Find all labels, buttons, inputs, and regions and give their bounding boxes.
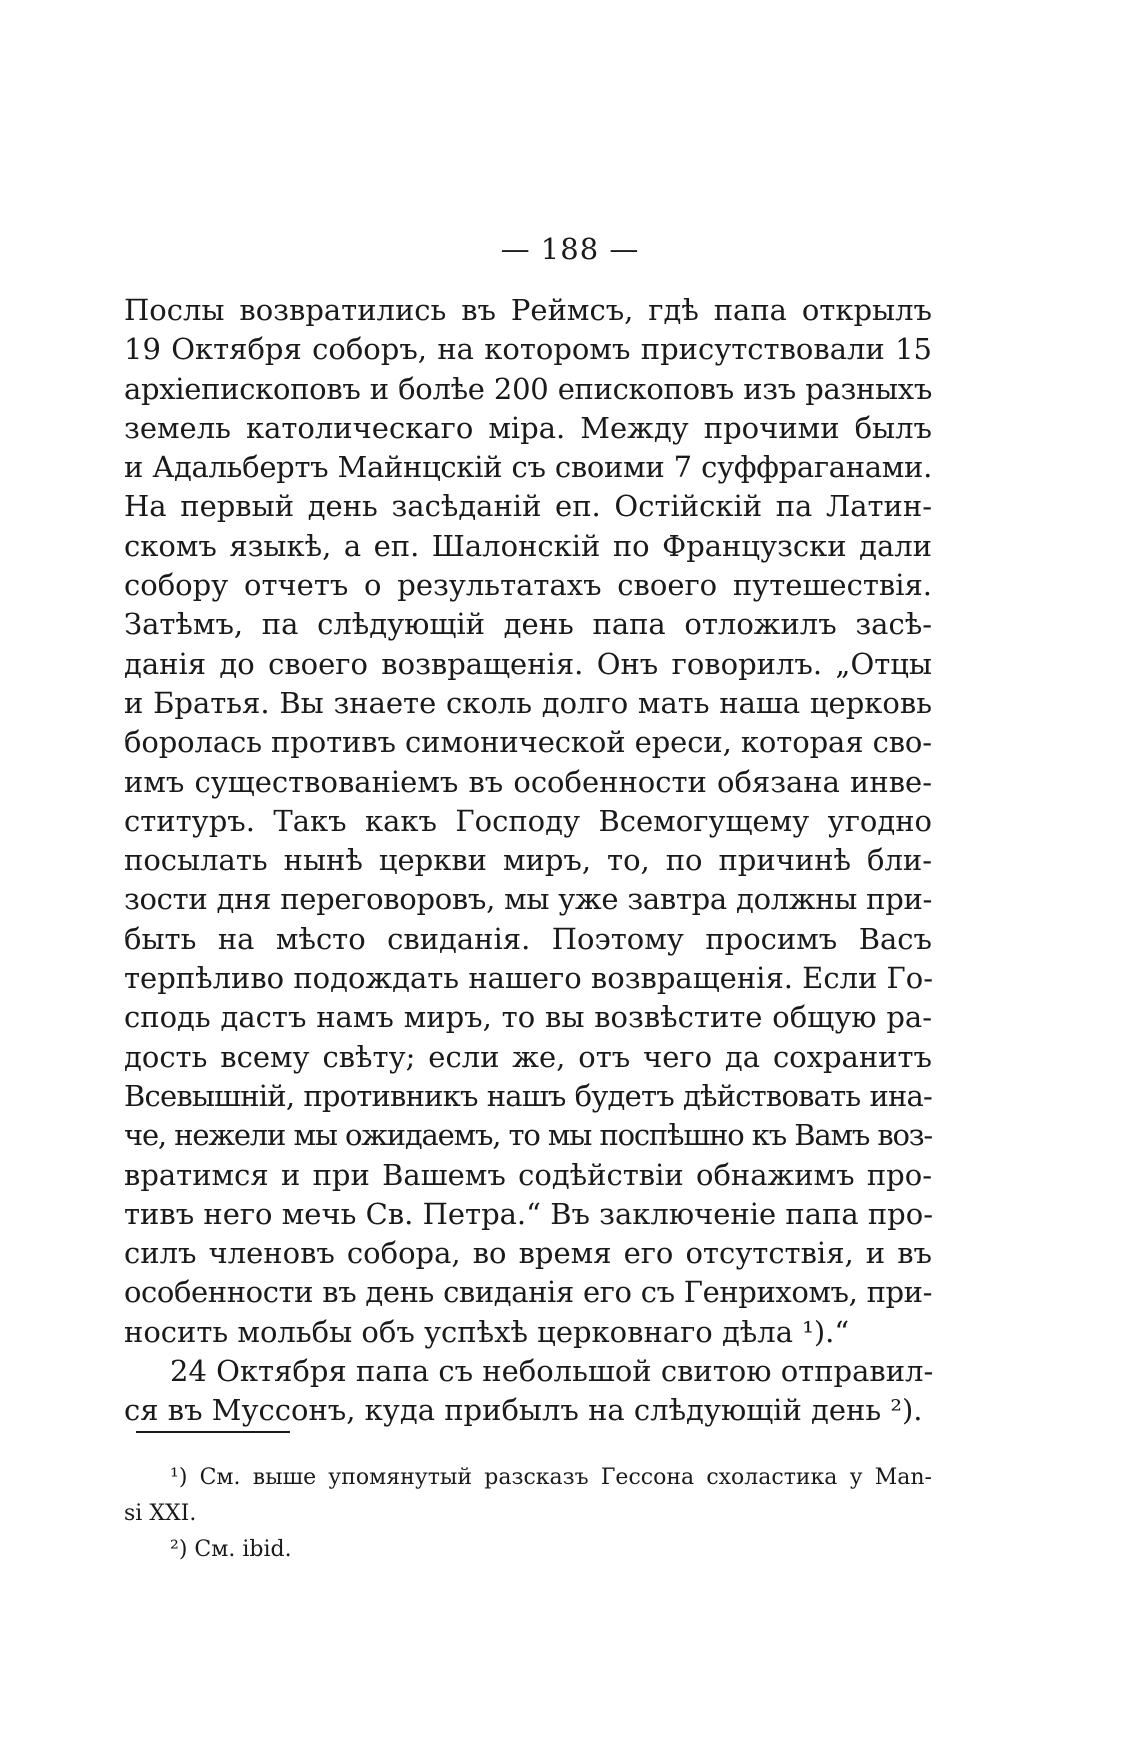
text-line: че, нежели мы ожидаемъ, то мы поспѣшно къ Вамъ воз- [124,1118,932,1153]
text-line: данія до своего возвращенія. Онъ говорилъ. „Отцы [124,646,932,681]
text-line: особенности въ день свиданія его съ Генрихомъ, при- [124,1275,932,1310]
text-line: силъ членовъ собора, во время его отсутствія, и въ [124,1236,932,1271]
footnote-line: si XXI. [124,1501,197,1526]
page-number: — 188 — [500,232,640,266]
text-line: скомъ языкѣ, а еп. Шалонскій по Французски дали [124,528,932,563]
text-line: быть на мѣсто свиданія. Поэтому просимъ Васъ [124,921,932,956]
text-line: тивъ него мечь Св. Петра.“ Въ заключеніе папа про- [124,1196,933,1231]
footnote-divider [136,1431,290,1433]
text-line: сподь дастъ намъ миръ, то вы возвѣстите общую ра- [124,1000,932,1035]
footnote-line: ²) См. ibid. [170,1537,292,1562]
footnote-line: ¹) См. выше упомянутый разсказъ Гессона схоластика у Man- [170,1465,932,1490]
text-line: На первый день засѣданій еп. Остійскій па Латин- [124,489,932,524]
text-line: боролась противъ симонической ереси, которая сво- [124,725,932,760]
text-line: и Адальбертъ Майнцскій съ своими 7 суффраганами. [124,450,932,485]
text-line: Послы возвратились въ Реймсъ, гдѣ папа открылъ [124,293,932,327]
text-line: ституръ. Такъ какъ Господу Всемогущему угодно [124,803,932,838]
text-line: посылать нынѣ церкви миръ, то, по причинѣ бли- [124,843,932,878]
text-line: архіепископовъ и болѣе 200 епископовъ изъ разныхъ [124,371,932,406]
text-line: 19 Октября соборъ, на которомъ присутствовали 15 [124,332,932,367]
body-text [124,291,932,1431]
text-line: имъ существованіемъ въ особенности обязана инве- [124,764,932,799]
text-line: ся въ Муссонъ, куда прибылъ на слѣдующій день ²). [124,1393,923,1428]
text-line: вратимся и при Вашемъ содѣйствіи обнажимъ про- [124,1157,932,1192]
text-line: зости дня переговоровъ, мы уже завтра должны при- [124,882,932,917]
text-line: Затѣмъ, па слѣдующій день папа отложилъ засѣ- [124,607,932,642]
footnotes [124,1460,932,1568]
text-line: терпѣливо подождать нашего возвращенія. Если Го- [124,961,934,996]
text-line: дость всему свѣту; если же, отъ чего да сохранитъ [124,1039,932,1074]
text-line: земель католическаго міра. Между прочими былъ [124,410,932,445]
text-line: носить мольбы объ успѣхѣ церковнаго дѣла ¹).“ [124,1314,850,1349]
text-line: собору отчетъ о результатахъ своего путешествія. [124,568,932,603]
text-line: 24 Октября папа съ небольшой свитою отправил- [170,1354,934,1389]
text-line: Всевышній, противникъ нашъ будетъ дѣйствовать ина- [124,1078,932,1113]
text-line: и Братья. Вы знаете сколь долго мать наша церковь [124,685,932,720]
